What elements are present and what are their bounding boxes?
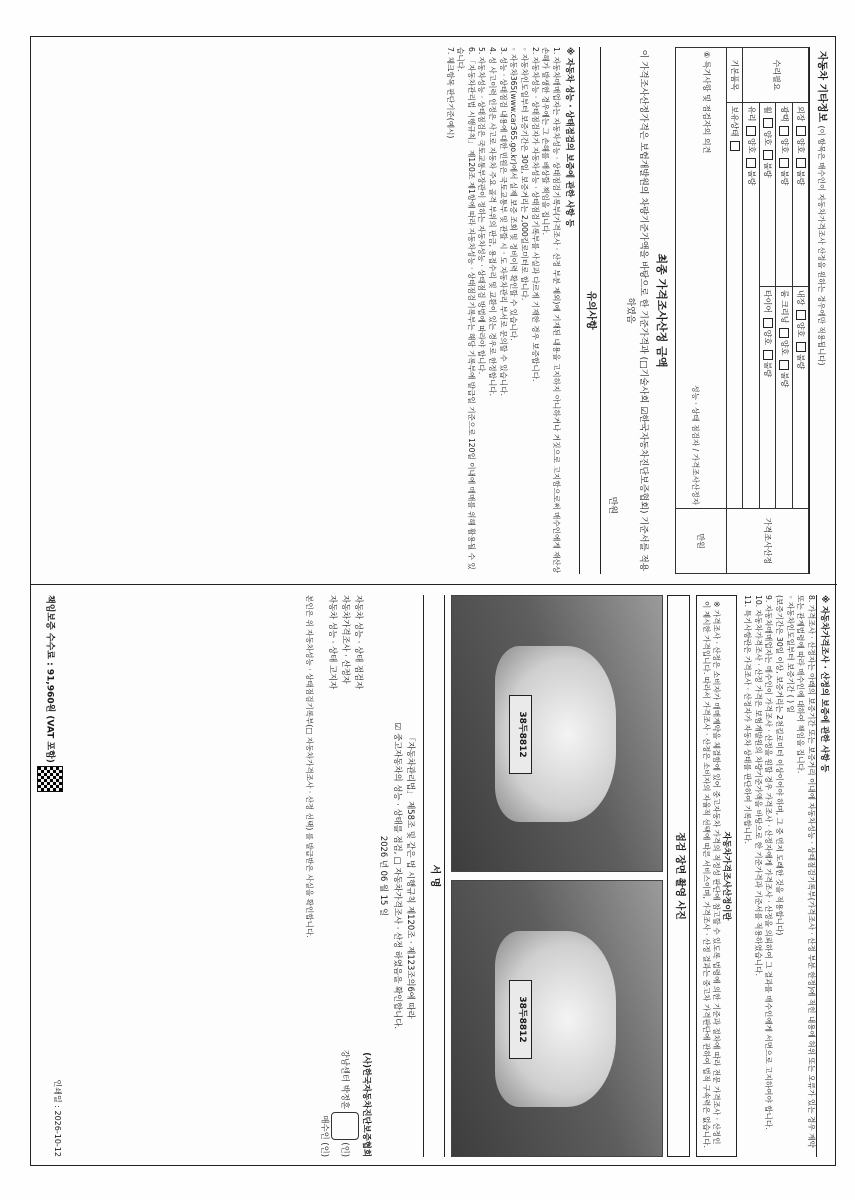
notice-band: 유의사항 [579,47,602,574]
notice-item: 6. 「자동차관리법 시행규칙」 제120조 제1항에 따라 자동차성능 · 상태점검기록부는 해당 기록부에 발급일 기준으로 120일 이내에 매매를 위해 활용될 수 있습니다. [456,47,476,570]
sign-roles: 자동차 성능 · 상태 점검자 자동차가격조사 · 산정자 자동차 성능 · 상태 고지자 [327,595,365,690]
price-note-item: 11. 특기사항란은 가격조사 · 산정자가 자동차 상태를 판단하여 기록합니다. [743,595,753,844]
rotated-page [31,37,837,1167]
plate-number: 38두8812 [509,980,532,1059]
repair-item-3: 룸 크리닝 양호 불량 [776,286,793,508]
special-notes: ⑥ 특기사항 및 점검자의 의견 성능 · 상태 점검자 / 가격조사산정자 [675,48,726,509]
special-won: 만원 [675,509,726,574]
final-price-title: 최종 가격조사산정 금액 [654,253,668,368]
price-col-label: 가격조사산정 [726,509,809,574]
final-price-line: 이 가격조사산정가격은 보험개발원의 차량기준가액을 바탕으로 한 기준가격과 (□기술사회 ☑한국자동차진단보증협회) 기준서를 적용하였음 [624,49,648,572]
inspection-record-sheet [30,36,836,1166]
photo-band: 점검 장면 촬영 사진 [668,595,691,1157]
repair-item-1: 내장 양호 불량 [792,286,809,508]
sign-org: (사)한국자동차진단보증협회 [361,1052,372,1157]
car-photo-rear [452,880,664,1157]
notice-item: 2. 자동차성능 · 상태점검자가 자동차성능 · 상태점검기록부를 사실과 다르게 기재한 경우 보증합니다. [530,47,540,382]
final-price-won: 만원 [607,496,618,514]
footer [37,595,63,1157]
repair-row-label: 수리필요 [743,48,809,103]
print-date: 인쇄일 : 2026-10-12 [53,1079,62,1157]
etc-info-table [675,47,810,574]
repair-item-6: 유리 양호 불량 [743,103,760,509]
notice-item: 4. 성 사고이력 인정은 사고로 자동차 주요 골격 부위의 판금, 용접수리 및 교환이 있는 경우로 한정합니다. [488,47,498,397]
notice-item: 3. 성능 · 상태점검 내용에 대한 민원은 국토교통부 및 관할 시 · 도 자동차관리 부서로 문의할 수 있습니다. [498,47,508,396]
basic-items-label: 기본품목 [726,48,743,103]
notice-item: 1. 자동차매매업자는 자동차성능 · 상태점검기록부(가격조사 · 산정 부분 제외)에 기재된 내용을 고지하지 아니하거나 거짓으로 고지함으로써 매수인에게 재산상 손해가 발생한 경우에는 그 손해를 배상할 책임을 집니다. [541,47,561,574]
seal-stamp-icon [331,1112,359,1140]
price-definition-title: 자동차가격조사산정이란 [722,831,733,921]
repair-item-5: 타이어 양호 불량 [759,286,776,508]
basic-items-status: 보유상태 [726,103,743,509]
price-note-item: 10. 자동차가격조사 · 산정 가격은 보험개발원의 차량기준가액을 바탕으로 한 기준가격과 기준서를 적용하였습니다. [753,595,763,976]
sign-date: 2026 년 06 월 15 일 [379,835,390,917]
qr-code-icon [37,766,63,792]
sign-receive: 본인은 위 자동차성능 · 상태점검기록부(□ 자동차가격조사 · 산정 선택) 를 발급받은 사실을 확인합니다. [304,595,314,938]
price-definition-text: ※ 가격조사 · 산정은 소비자가 매매계약을 체결함에 있어 중고자동차 가격의 적정성 판단에 참고할 수 있도록 법령에 의한 기준과 절차에 따라 전문 가격조사 · 산정인이 제시한 가격입니다. 따라서 가격조사 · 산정은 소비자의 자율적 선택에 따른 서비스이며, 가격조사 · 산정 결과는 중고차 가격판단에 관하여 법적 구속력은 없습니다. [701,601,722,1148]
price-definition-box [696,595,737,1157]
fee-total: 책임보증 수수료 : 91,960원 (VAT 포함) [44,595,55,763]
notice-item: ◦ 자동차365(www.car365.go.kr)에서 실제 보증 조회 및 정비이력 확인할 수 있습니다. [509,47,519,341]
sign-check: ☑ 중고자동차의 성능 · 상태를 점검, □ 자동차가격조사 · 산정 하였음을 확인합니다. [392,722,403,1030]
car-photo-front [452,595,664,872]
sign-band: 서 명 [423,595,446,1157]
price-guarantee-list [741,595,815,1157]
etc-info-title: 자동차 기타정보 (이 항목은 매수인이 자동차가격조사 산정을 원하는 경우에만 적용됩니다) [810,47,832,574]
price-note-item: ◦ 자동차인도일부터 보증기간 ( ) 일 [785,595,795,713]
notice-head: ※ 자동차 성능 · 상태점검의 보증에 관한 사항 등 [564,47,575,228]
sign-law: 「자동차관리법」 제58조 및 같은 법 시행규칙 제120조 · 제123조의6에 따라 [406,733,416,1019]
stamp-text: 강남센터 박정훈 [340,1049,351,1110]
price-note-item: (보증기간은 30일 이상, 보증거리는 2천킬로미터 이상이어야 하며, 그 중 먼저 도래한 것을 적용합니다) [774,595,784,936]
notice-item: 7. 체크항목 판단기준(예시) [445,47,455,139]
etc-info-note: (이 항목은 매수인이 자동차가격조사 산정을 원하는 경우에만 적용됩니다) [817,125,826,366]
repair-item-2: 광택 양호 불량 [776,103,793,287]
notice-list [444,47,561,574]
price-guarantee-head: ※ 자동차가격조사 · 산정의 보증에 관한 사항 등 [816,595,831,1157]
sign-area: 「자동차관리법」 제58조 및 같은 법 시행규칙 제120조 · 제123조의6에 따라 ☑ 중고자동차의 성능 · 상태를 점검, □ 자동차가격조사 · 산정 하였음을 확인합니다. 2026 년 06 월 15 일 자동차 성능 · 상태 점검자 자동차가격조사 · 산정자 자동차 성능 · 상태 고지자 (사)한국자동차진단보증협회 강남센터 박정훈 (인) 매수인 (인) 본인은 위 자동차성능 · 상태점검기록부(□ 자동차가격조사 · 산정 선택) 를 발급받은 사실을 확인합니다. [304,595,416,1157]
repair-item-4: 휠 양호 불량 [759,103,776,287]
right-column [31,585,837,1167]
inspection-photos [452,595,664,1157]
price-note-item: 9. 자동차매매업자는 매수인이 가격조사 · 산정을 원할 경우 가격조사 · 산정자에게 가격조사 · 산정을 의뢰하여 그 결과를 매수인에게 서면으로 고지하여야 합니다. [764,595,774,1130]
notice-item: ◦ 자동차인도일부터 보증기간은 30일, 보증거리는 2,000킬로미터로 합니다. [519,47,529,301]
buyer-label: 매수인 [320,1115,331,1140]
left-column [31,37,837,585]
repair-item-0: 외장 양호 불량 [792,103,809,287]
notice-item: 5. 자동차성능 · 상태점검은 국토교통부장관이 정하는 자동차성능 · 상태점검 방법에 따라야 합니다. [477,47,487,375]
price-note-item: 8. 가격조사 · 산정자는 아래의 보증기간 또는 보증거리 이내에 자동차성능 · 상태점검기록부(가격조사 · 산정 부분 한정)에 적힌 내용에 허위 또는 오류가 있는 경우 계약 또는 관계법령에 따라 매수인에 대하여 책임을 집니다. [796,595,816,1148]
plate-number: 38두8812 [509,695,532,774]
